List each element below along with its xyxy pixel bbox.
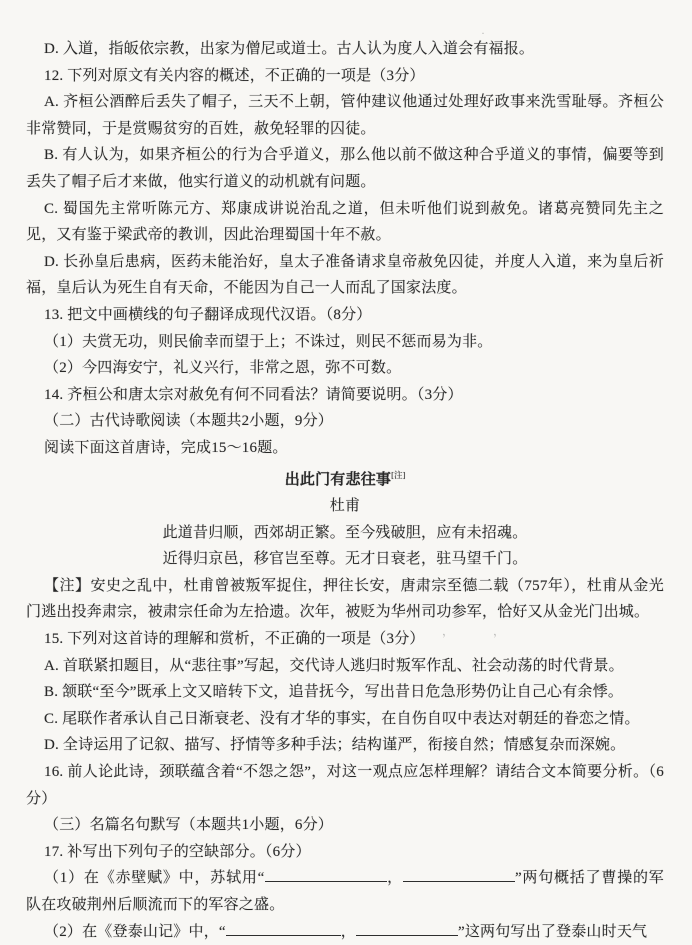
- poem-author: 杜甫: [329, 498, 361, 515]
- q15-option-a: A. 首联紧扣题目，从“悲往事”写起，交代诗人逃归时叛军作乱、社会动荡的时代背景。: [44, 657, 624, 674]
- question-15-stem: 15. 下列对这首诗的理解和赏析，不正确的一项是（3分）: [44, 631, 425, 648]
- question-13-stem: 13. 把文中画横线的句子翻译成现代汉语。（8分）: [44, 306, 372, 323]
- poem-note: 【注】安史之乱中，杜甫曾被叛军捉住，押往长安，唐肃宗至德二载（757年），杜甫从金光门逃出投奔肃宗，被肃宗任命为左拾遗。次年，被贬为华州司功参军，恰好又从金光门出城。: [26, 577, 664, 621]
- scan-noise-mark: ，: [493, 624, 506, 638]
- answer-blank-line: [265, 869, 387, 882]
- q17-item-1: [26, 865, 664, 918]
- fill-text: ，: [386, 870, 403, 887]
- option-11d: D. 入道，指皈依宗教，出家为僧尼或道士。古人认为度人入道会有福报。: [44, 41, 535, 57]
- question-12-stem: 12. 下列对原文有关内容的概述，不正确的一项是（3分）: [44, 67, 425, 84]
- section-2-heading: （二）古代诗歌阅读（本题共2小题，9分）: [44, 413, 334, 430]
- q13-sentence-1: （1）夫赏无功，则民偷幸而望于上；不诛过，则民不惩而易为非。: [44, 333, 493, 350]
- scan-noise-mark: ，: [442, 624, 455, 638]
- answer-blank-line: [226, 923, 341, 936]
- footnote-marker: [注]: [391, 469, 406, 480]
- fill-text: ”两句概括了曹操的军队在攻破荆州后顺流而下的军容之盛。: [26, 870, 664, 913]
- answer-blank-line: [356, 923, 458, 936]
- q12-option-c: C. 蜀国先主常听陈元方、郑康成讲说治乱之道，但未听他们说到赦免。诸葛亮赞同先主之见，又有鉴于梁武帝的教训，因此治理蜀国十年不赦。: [26, 200, 664, 244]
- fill-text: （2）在《登泰山记》中，“: [44, 923, 226, 940]
- question-16-stem: 16. 前人论此诗，颈联蕴含着“不怨之怨”，对这一观点应怎样理解？请结合文本简要分析。（6分）: [26, 764, 664, 807]
- fill-text: ”这两句写出了登泰山时天气: [457, 923, 648, 940]
- scan-noise-mark: ·: [481, 26, 485, 40]
- fill-text: （1）在《赤壁赋》中，苏轼用“: [44, 870, 265, 887]
- poem-line-2: 近得归京邑，移官岂至尊。无才日衰老，驻马望千门。: [162, 551, 528, 568]
- q15-option-c: C. 尾联作者承认自己日渐衰老、没有才华的事实，在自伤自叹中表达对朝廷的眷恋之情。: [44, 710, 640, 727]
- q12-option-b: B. 有人认为，如果齐桓公的行为合乎道义，那么他以前不做这种合乎道义的事情，偏要等到丢失了帽子后才来做，他实行道义的动机就有问题。: [26, 147, 664, 190]
- question-14-stem: 14. 齐桓公和唐太宗对赦免有何不同看法？请简要说明。（3分）: [44, 386, 463, 403]
- q13-sentence-2: （2）今四海安宁，礼义兴行，非常之恩，弥不可数。: [44, 360, 402, 377]
- reading-instruction: 阅读下面这首唐诗，完成15～16题。: [44, 439, 288, 456]
- fill-text: ，: [340, 923, 356, 940]
- answer-blank-line: [403, 869, 515, 882]
- q12-option-a: A. 齐桓公酒醉后丢失了帽子，三天不上朝，管仲建议他通过处理好政事来洗雪耻辱。齐桓公非常赞同，于是赏赐贫穷的百姓，赦免轻罪的囚徒。: [26, 94, 664, 137]
- q17-item-2: [26, 919, 664, 945]
- poem-line-1: 此道昔归顺，西郊胡正繁。至今残破胆，应有未招魂。: [162, 524, 528, 541]
- question-17-stem: 17. 补写出下列句子的空缺部分。（6分）: [44, 843, 311, 860]
- q12-option-d: D. 长孙皇后患病，医药未能治好，皇太子准备请求皇帝赦免囚徒，并度人入道，来为皇后祈福，皇后认为死生自有天命，不能因为自己一人而乱了国家法度。: [26, 253, 664, 297]
- section-3-heading: （三）名篇名句默写（本题共1小题，6分）: [44, 817, 334, 834]
- q15-option-b: B. 颔联“至今”既承上文又暗转下文，追昔抚今，写出昔日危急形势仍让自己心有余悸。: [44, 684, 624, 701]
- q15-option-d: D. 全诗运用了记叙、描写、抒情等多种手法；结构谨严，衔接自然；情感复杂而深婉。: [44, 737, 626, 754]
- poem-title-text: 出此门有悲往事: [284, 471, 392, 488]
- poem-title: [26, 462, 664, 494]
